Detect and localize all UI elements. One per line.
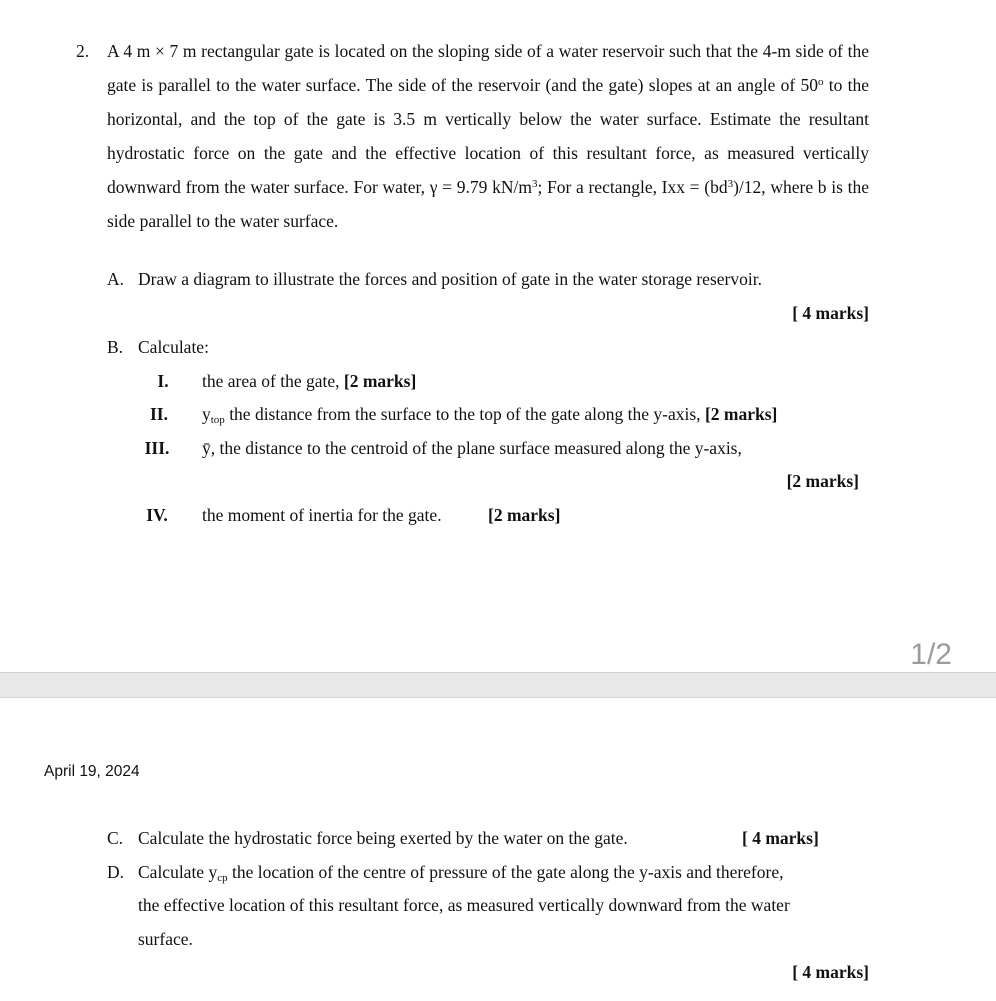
date-header: April 19, 2024: [44, 763, 140, 780]
item-ii-text: the distance from the surface to the top of the gate along the y-axis,: [224, 404, 705, 424]
statement-part-4: )/12, where b is the side parallel to the water surface.: [107, 177, 869, 231]
part-b-text: Calculate:: [138, 337, 209, 357]
degree-superscript: o: [817, 76, 824, 88]
item-i: [202, 364, 416, 398]
item-i-marks: [2 marks]: [343, 371, 417, 391]
part-a-letter: A.: [107, 269, 125, 289]
page-separator: [0, 672, 996, 698]
part-d-post: the location of the centre of pressure of the gate along the y-axis and therefore,: [227, 862, 784, 882]
cube-superscript: 3: [531, 178, 538, 190]
item-iv-text: the moment of inertia for the gate.: [202, 505, 442, 525]
part-c-letter: C.: [107, 828, 124, 848]
ixx-superscript: 3: [727, 178, 734, 190]
item-i-numeral: I.: [157, 371, 169, 391]
part-d-marks: [ 4 marks]: [792, 962, 869, 982]
statement-part-1: A 4 m × 7 m rectangular gate is located on the sloping side of a water reservoir such that the 4-m side of the gate is parallel to the water surface. The side of the reservoir (and the gate) slopes at an angle of 50: [107, 41, 869, 95]
statement-part-3: ; For a rectangle, Ixx = (bd: [537, 177, 728, 197]
page-indicator: 1/2: [910, 638, 952, 671]
part-d-letter: D.: [107, 862, 125, 882]
part-d-line-3: surface.: [138, 929, 193, 949]
statement-part-2: to the horizontal, and the top of the gate is 3.5 m vertically below the water surface. Estimate the resultant hydrostatic force on the gate and the effective location of this resultant force, as measured vertically downward from the water surface. For water, γ = 9.79 kN/m: [107, 75, 869, 197]
part-d-line-1: [138, 855, 783, 889]
part-a-text: Draw a diagram to illustrate the forces and position of gate in the water storage reservoir.: [138, 269, 762, 289]
part-d-subscript: cp: [217, 872, 228, 884]
item-iv-numeral: IV.: [146, 505, 168, 525]
item-ii-var: y: [202, 404, 211, 424]
item-iii-text: ȳ, the distance to the centroid of the plane surface measured along the y-axis,: [202, 438, 742, 458]
part-d-pre: Calculate y: [138, 862, 218, 882]
part-a-marks: [ 4 marks]: [792, 303, 869, 323]
question-statement: [107, 34, 869, 238]
part-b-letter: B.: [107, 337, 124, 357]
item-iii-numeral: III.: [144, 438, 170, 458]
item-ii: [202, 397, 777, 431]
item-i-text: the area of the gate,: [202, 371, 344, 391]
item-ii-numeral: II.: [150, 404, 168, 424]
item-ii-subscript: top: [210, 414, 225, 426]
item-iii-marks: [2 marks]: [786, 471, 859, 491]
part-d-line-2: the effective location of this resultant force, as measured vertically downward from the water: [138, 895, 790, 915]
item-iv-marks: [2 marks]: [488, 505, 561, 525]
question-number: 2.: [76, 41, 90, 61]
part-c-marks: [ 4 marks]: [742, 828, 819, 848]
item-ii-marks: [2 marks]: [704, 404, 778, 424]
part-c-text: Calculate the hydrostatic force being exerted by the water on the gate.: [138, 828, 628, 848]
